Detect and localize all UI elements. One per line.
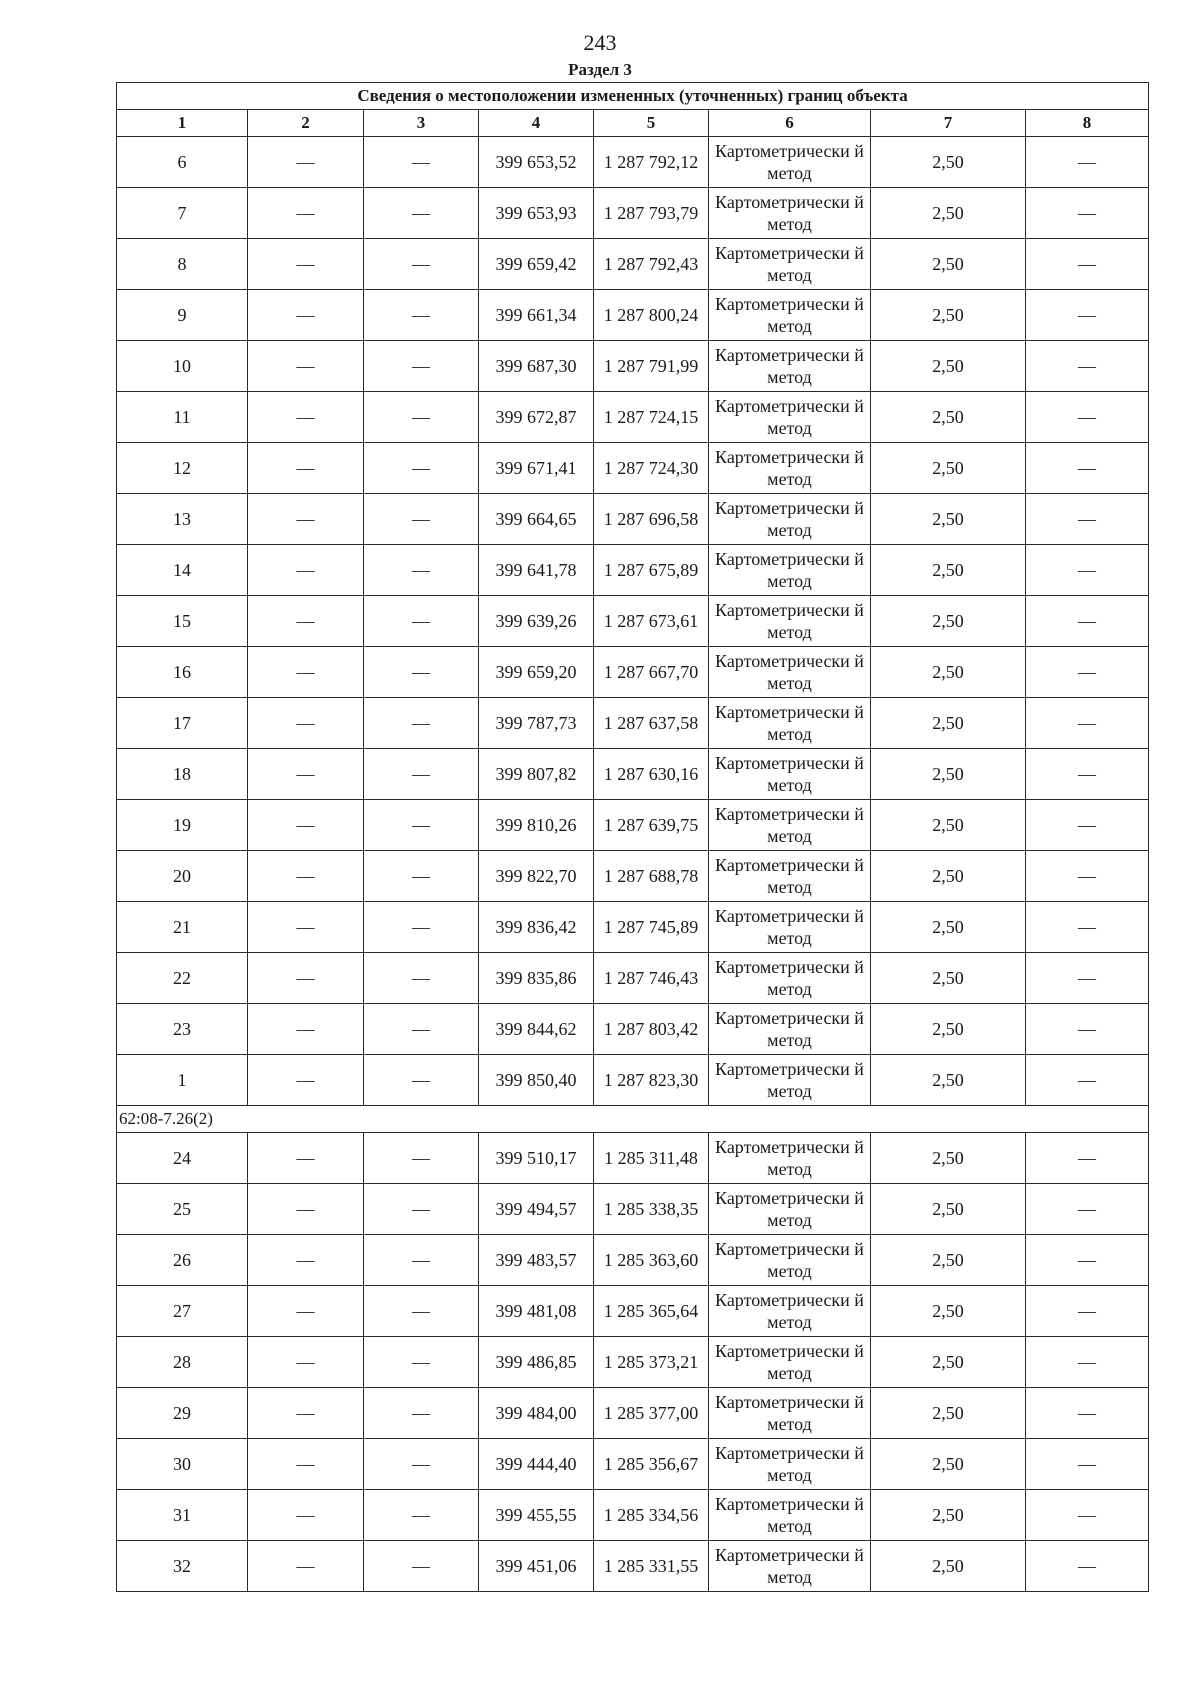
col8-cell: — [1026,545,1149,596]
col2-cell: — [248,1439,364,1490]
x-coordinate-cell: 399 664,65 [479,494,594,545]
col3-cell: — [364,494,479,545]
precision-cell: 2,50 [871,1286,1026,1337]
x-coordinate-cell: 399 451,06 [479,1541,594,1592]
method-cell: Картометрически й метод [709,1490,871,1541]
y-coordinate-cell: 1 287 791,99 [594,341,709,392]
precision-cell: 2,50 [871,443,1026,494]
col8-cell: — [1026,1004,1149,1055]
y-coordinate-cell: 1 285 331,55 [594,1541,709,1592]
precision-cell: 2,50 [871,698,1026,749]
col3-cell: — [364,443,479,494]
precision-cell: 2,50 [871,1490,1026,1541]
table-caption-row [117,83,1149,110]
col3-cell: — [364,1388,479,1439]
y-coordinate-cell: 1 287 673,61 [594,596,709,647]
table-row [117,1235,1149,1286]
y-coordinate-cell: 1 287 724,30 [594,443,709,494]
x-coordinate-cell: 399 672,87 [479,392,594,443]
col3-cell: — [364,1235,479,1286]
y-coordinate-cell: 1 287 792,43 [594,239,709,290]
col3-cell: — [364,596,479,647]
col8-cell: — [1026,851,1149,902]
x-coordinate-cell: 399 483,57 [479,1235,594,1286]
y-coordinate-cell: 1 287 792,12 [594,137,709,188]
col3-cell: — [364,137,479,188]
table-row [117,902,1149,953]
precision-cell: 2,50 [871,902,1026,953]
col2-cell: — [248,443,364,494]
precision-cell: 2,50 [871,953,1026,1004]
col3-cell: — [364,851,479,902]
table-row [117,1490,1149,1541]
col3-cell: — [364,545,479,596]
col3-cell: — [364,1286,479,1337]
col2-cell: — [248,239,364,290]
table-row [117,392,1149,443]
y-coordinate-cell: 1 287 745,89 [594,902,709,953]
col2-cell: — [248,698,364,749]
method-cell: Картометрически й метод [709,1541,871,1592]
y-coordinate-cell: 1 285 377,00 [594,1388,709,1439]
method-cell: Картометрически й метод [709,1439,871,1490]
y-coordinate-cell: 1 287 800,24 [594,290,709,341]
col8-cell: — [1026,1235,1149,1286]
precision-cell: 2,50 [871,800,1026,851]
y-coordinate-cell: 1 285 334,56 [594,1490,709,1541]
col2-cell: — [248,749,364,800]
precision-cell: 2,50 [871,137,1026,188]
method-cell: Картометрически й метод [709,902,871,953]
col8-cell: — [1026,1286,1149,1337]
x-coordinate-cell: 399 486,85 [479,1337,594,1388]
col8-cell: — [1026,698,1149,749]
point-number-cell: 29 [117,1388,248,1439]
precision-cell: 2,50 [871,239,1026,290]
column-header: 4 [479,110,594,137]
table-row [117,698,1149,749]
col8-cell: — [1026,1337,1149,1388]
column-header: 8 [1026,110,1149,137]
col2-cell: — [248,392,364,443]
table-row [117,443,1149,494]
method-cell: Картометрически й метод [709,953,871,1004]
point-number-cell: 10 [117,341,248,392]
col3-cell: — [364,647,479,698]
method-cell: Картометрически й метод [709,494,871,545]
point-number-cell: 25 [117,1184,248,1235]
y-coordinate-cell: 1 285 363,60 [594,1235,709,1286]
table-row [117,647,1149,698]
col8-cell: — [1026,1541,1149,1592]
precision-cell: 2,50 [871,188,1026,239]
col8-cell: — [1026,596,1149,647]
col3-cell: — [364,341,479,392]
col8-cell: — [1026,341,1149,392]
col3-cell: — [364,188,479,239]
col2-cell: — [248,800,364,851]
y-coordinate-cell: 1 285 356,67 [594,1439,709,1490]
table-row [117,494,1149,545]
col8-cell: — [1026,239,1149,290]
col8-cell: — [1026,494,1149,545]
col8-cell: — [1026,749,1149,800]
point-number-cell: 27 [117,1286,248,1337]
col3-cell: — [364,1004,479,1055]
col8-cell: — [1026,290,1149,341]
col3-cell: — [364,1184,479,1235]
col2-cell: — [248,1490,364,1541]
point-number-cell: 18 [117,749,248,800]
col3-cell: — [364,290,479,341]
col8-cell: — [1026,953,1149,1004]
col3-cell: — [364,239,479,290]
col8-cell: — [1026,1133,1149,1184]
col2-cell: — [248,851,364,902]
col3-cell: — [364,749,479,800]
table-row [117,953,1149,1004]
boundary-table [116,82,1149,1592]
col2-cell: — [248,188,364,239]
method-cell: Картометрически й метод [709,1286,871,1337]
x-coordinate-cell: 399 444,40 [479,1439,594,1490]
table-row [117,1337,1149,1388]
point-number-cell: 23 [117,1004,248,1055]
x-coordinate-cell: 399 659,20 [479,647,594,698]
y-coordinate-cell: 1 287 793,79 [594,188,709,239]
table-row [117,1388,1149,1439]
table-row [117,800,1149,851]
col2-cell: — [248,953,364,1004]
point-number-cell: 21 [117,902,248,953]
y-coordinate-cell: 1 287 724,15 [594,392,709,443]
precision-cell: 2,50 [871,290,1026,341]
method-cell: Картометрически й метод [709,1055,871,1106]
method-cell: Картометрически й метод [709,392,871,443]
col2-cell: — [248,596,364,647]
column-header: 5 [594,110,709,137]
table-row [117,545,1149,596]
point-number-cell: 19 [117,800,248,851]
x-coordinate-cell: 399 455,55 [479,1490,594,1541]
col2-cell: — [248,494,364,545]
x-coordinate-cell: 399 641,78 [479,545,594,596]
point-number-cell: 32 [117,1541,248,1592]
table-row [117,341,1149,392]
col2-cell: — [248,1286,364,1337]
col2-cell: — [248,1388,364,1439]
col8-cell: — [1026,1388,1149,1439]
column-header: 7 [871,110,1026,137]
x-coordinate-cell: 399 484,00 [479,1388,594,1439]
y-coordinate-cell: 1 287 696,58 [594,494,709,545]
method-cell: Картометрически й метод [709,545,871,596]
col8-cell: — [1026,188,1149,239]
precision-cell: 2,50 [871,851,1026,902]
precision-cell: 2,50 [871,1055,1026,1106]
point-number-cell: 30 [117,1439,248,1490]
point-number-cell: 31 [117,1490,248,1541]
col8-cell: — [1026,1439,1149,1490]
table-row [117,1133,1149,1184]
precision-cell: 2,50 [871,647,1026,698]
column-header: 6 [709,110,871,137]
y-coordinate-cell: 1 285 373,21 [594,1337,709,1388]
y-coordinate-cell: 1 287 639,75 [594,800,709,851]
table-row [117,1541,1149,1592]
x-coordinate-cell: 399 494,57 [479,1184,594,1235]
y-coordinate-cell: 1 287 675,89 [594,545,709,596]
col3-cell: — [364,1133,479,1184]
point-number-cell: 28 [117,1337,248,1388]
col2-cell: — [248,1184,364,1235]
table-row [117,1286,1149,1337]
col3-cell: — [364,902,479,953]
col8-cell: — [1026,137,1149,188]
table-row [117,137,1149,188]
point-number-cell: 13 [117,494,248,545]
method-cell: Картометрически й метод [709,290,871,341]
group-label-row [117,1106,1149,1133]
x-coordinate-cell: 399 653,93 [479,188,594,239]
precision-cell: 2,50 [871,1439,1026,1490]
x-coordinate-cell: 399 481,08 [479,1286,594,1337]
x-coordinate-cell: 399 510,17 [479,1133,594,1184]
point-number-cell: 11 [117,392,248,443]
precision-cell: 2,50 [871,1388,1026,1439]
method-cell: Картометрически й метод [709,698,871,749]
point-number-cell: 12 [117,443,248,494]
table-row [117,1004,1149,1055]
y-coordinate-cell: 1 285 311,48 [594,1133,709,1184]
point-number-cell: 26 [117,1235,248,1286]
col3-cell: — [364,392,479,443]
x-coordinate-cell: 399 810,26 [479,800,594,851]
x-coordinate-cell: 399 822,70 [479,851,594,902]
method-cell: Картометрически й метод [709,1184,871,1235]
col8-cell: — [1026,1184,1149,1235]
table-row [117,1184,1149,1235]
table-row [117,188,1149,239]
method-cell: Картометрически й метод [709,341,871,392]
y-coordinate-cell: 1 287 630,16 [594,749,709,800]
col8-cell: — [1026,1490,1149,1541]
x-coordinate-cell: 399 653,52 [479,137,594,188]
point-number-cell: 22 [117,953,248,1004]
col3-cell: — [364,1490,479,1541]
method-cell: Картометрически й метод [709,647,871,698]
group-label: 62:08-7.26(2) [117,1106,1149,1133]
col2-cell: — [248,1055,364,1106]
precision-cell: 2,50 [871,1337,1026,1388]
precision-cell: 2,50 [871,1133,1026,1184]
x-coordinate-cell: 399 661,34 [479,290,594,341]
precision-cell: 2,50 [871,545,1026,596]
precision-cell: 2,50 [871,596,1026,647]
col8-cell: — [1026,902,1149,953]
y-coordinate-cell: 1 287 637,58 [594,698,709,749]
col2-cell: — [248,137,364,188]
point-number-cell: 6 [117,137,248,188]
col8-cell: — [1026,443,1149,494]
precision-cell: 2,50 [871,1184,1026,1235]
table-row [117,1055,1149,1106]
point-number-cell: 9 [117,290,248,341]
column-header: 3 [364,110,479,137]
col2-cell: — [248,1541,364,1592]
x-coordinate-cell: 399 687,30 [479,341,594,392]
method-cell: Картометрически й метод [709,239,871,290]
point-number-cell: 15 [117,596,248,647]
col3-cell: — [364,1541,479,1592]
table-row [117,851,1149,902]
y-coordinate-cell: 1 287 688,78 [594,851,709,902]
method-cell: Картометрически й метод [709,1004,871,1055]
precision-cell: 2,50 [871,341,1026,392]
table-row [117,239,1149,290]
precision-cell: 2,50 [871,749,1026,800]
x-coordinate-cell: 399 807,82 [479,749,594,800]
table-row [117,749,1149,800]
col8-cell: — [1026,647,1149,698]
col2-cell: — [248,1235,364,1286]
precision-cell: 2,50 [871,494,1026,545]
y-coordinate-cell: 1 287 803,42 [594,1004,709,1055]
table-title: Сведения о местоположении измененных (уточненных) границ объекта [117,83,1149,110]
method-cell: Картометрически й метод [709,749,871,800]
col3-cell: — [364,800,479,851]
method-cell: Картометрически й метод [709,1133,871,1184]
col3-cell: — [364,953,479,1004]
y-coordinate-cell: 1 287 823,30 [594,1055,709,1106]
col2-cell: — [248,902,364,953]
col2-cell: — [248,1337,364,1388]
precision-cell: 2,50 [871,392,1026,443]
point-number-cell: 24 [117,1133,248,1184]
x-coordinate-cell: 399 671,41 [479,443,594,494]
point-number-cell: 1 [117,1055,248,1106]
column-header: 1 [117,110,248,137]
point-number-cell: 7 [117,188,248,239]
col3-cell: — [364,1439,479,1490]
method-cell: Картометрически й метод [709,851,871,902]
precision-cell: 2,50 [871,1004,1026,1055]
col8-cell: — [1026,392,1149,443]
method-cell: Картометрически й метод [709,1337,871,1388]
col8-cell: — [1026,800,1149,851]
table-body [117,137,1149,1592]
y-coordinate-cell: 1 285 365,64 [594,1286,709,1337]
y-coordinate-cell: 1 285 338,35 [594,1184,709,1235]
col3-cell: — [364,698,479,749]
x-coordinate-cell: 399 836,42 [479,902,594,953]
col2-cell: — [248,1133,364,1184]
x-coordinate-cell: 399 835,86 [479,953,594,1004]
method-cell: Картометрически й метод [709,1388,871,1439]
col2-cell: — [248,545,364,596]
x-coordinate-cell: 399 659,42 [479,239,594,290]
col3-cell: — [364,1055,479,1106]
page-number: 243 [583,30,617,55]
x-coordinate-cell: 399 844,62 [479,1004,594,1055]
point-number-cell: 8 [117,239,248,290]
x-coordinate-cell: 399 639,26 [479,596,594,647]
point-number-cell: 20 [117,851,248,902]
col8-cell: — [1026,1055,1149,1106]
method-cell: Картометрически й метод [709,188,871,239]
x-coordinate-cell: 399 787,73 [479,698,594,749]
col2-cell: — [248,647,364,698]
y-coordinate-cell: 1 287 667,70 [594,647,709,698]
table-row [117,596,1149,647]
precision-cell: 2,50 [871,1235,1026,1286]
column-header-row [117,110,1149,137]
method-cell: Картометрически й метод [709,443,871,494]
point-number-cell: 17 [117,698,248,749]
col2-cell: — [248,1004,364,1055]
point-number-cell: 14 [117,545,248,596]
method-cell: Картометрически й метод [709,1235,871,1286]
method-cell: Картометрически й метод [709,596,871,647]
y-coordinate-cell: 1 287 746,43 [594,953,709,1004]
precision-cell: 2,50 [871,1541,1026,1592]
table-row [117,290,1149,341]
col3-cell: — [364,1337,479,1388]
method-cell: Картометрически й метод [709,137,871,188]
point-number-cell: 16 [117,647,248,698]
col2-cell: — [248,341,364,392]
x-coordinate-cell: 399 850,40 [479,1055,594,1106]
col2-cell: — [248,290,364,341]
method-cell: Картометрически й метод [709,800,871,851]
section-title: Раздел 3 [568,60,632,79]
table-row [117,1439,1149,1490]
column-header: 2 [248,110,364,137]
